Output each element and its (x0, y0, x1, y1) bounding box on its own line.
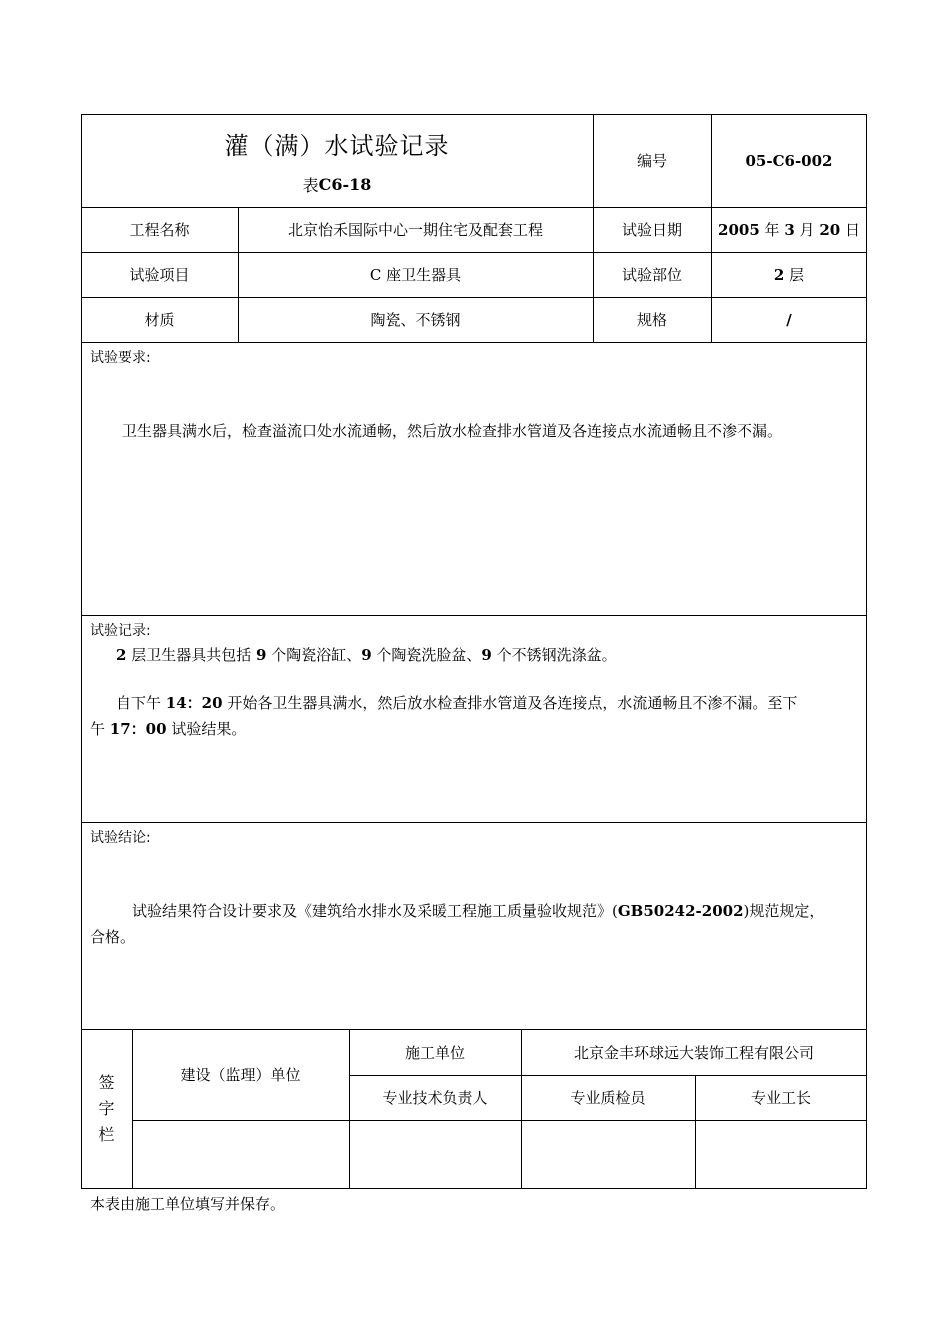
record-time: 20 (201, 694, 223, 712)
project-value: 北京怡禾国际中心一期住宅及配套工程 (287, 221, 543, 239)
location-label: 试验部位 (621, 266, 682, 284)
owner-signature-box[interactable] (132, 1120, 349, 1189)
contractor-value: 北京金丰环球远大装饰工程有限公司 (573, 1043, 814, 1062)
foreman-signature-box[interactable] (695, 1120, 867, 1189)
signature-char: 签 (98, 1073, 115, 1092)
conclusion-line-1 (90, 898, 862, 924)
record-text: 开始各卫生器具满水，然后放水检查排水管道及各连接点，水流通畅且不渗不漏。至下 (222, 694, 798, 712)
form-code (81, 170, 593, 198)
row-divider (81, 615, 867, 616)
record-floor: 2 (116, 646, 127, 664)
record-text: 自下午 (116, 694, 166, 712)
spec-value: / (786, 310, 792, 329)
record-text: 层卫生器具共包括 (126, 646, 256, 664)
item-value: C 座卫生器具 (369, 266, 462, 284)
record-line-1 (90, 690, 862, 716)
record-text: 个陶瓷浴缸、 (266, 646, 362, 664)
material-value: 陶瓷、不锈钢 (370, 311, 461, 329)
project-label: 工程名称 (129, 221, 190, 239)
record-heading: 试验记录: (90, 623, 151, 639)
form-code-value: C6-18 (318, 174, 372, 194)
form-title: 灌（满）水试验记录 (224, 131, 450, 160)
record-text: 个不锈钢洗涤盆。 (491, 646, 617, 664)
date-year: 2005 (718, 220, 760, 239)
date-month-unit: 月 (794, 221, 820, 239)
date-year-unit: 年 (759, 221, 785, 239)
conclusion-line-2: 合格。 (90, 928, 136, 946)
contractor-label: 施工单位 (404, 1043, 465, 1062)
date-day: 20 (819, 220, 841, 239)
date-day-unit: 日 (840, 221, 860, 239)
foreman-label: 专业工长 (750, 1089, 811, 1107)
location-unit: 层 (784, 266, 805, 284)
conclusion-standard-code: GB50242-2002 (617, 902, 744, 920)
spec-label: 规格 (636, 311, 667, 329)
record-paragraph-1 (90, 642, 860, 668)
signature-char: 字 (98, 1099, 115, 1118)
conclusion-heading: 试验结论: (90, 830, 151, 846)
record-paragraph-2 (90, 690, 862, 742)
row-divider (81, 342, 867, 343)
material-label: 材质 (144, 311, 175, 329)
owner-label: 建设（监理）单位 (180, 1066, 301, 1084)
record-time: 00 (145, 720, 167, 738)
record-time: ： (130, 720, 146, 738)
record-time: 14 (165, 694, 187, 712)
location-num: 2 (773, 265, 785, 284)
record-text: 个陶瓷洗脸盆、 (371, 646, 482, 664)
tech-lead-signature-box[interactable] (349, 1120, 521, 1189)
footnote: 本表由施工单位填写并保存。 (90, 1195, 286, 1213)
signature-column-label (81, 1029, 132, 1189)
record-count: 9 (361, 646, 372, 664)
number-label: 编号 (636, 152, 667, 170)
record-text: 试验结果。 (166, 720, 247, 738)
record-text: 午 (90, 720, 110, 738)
record-time: 17 (109, 720, 131, 738)
record-line-2 (90, 716, 862, 742)
record-time: ： (186, 694, 202, 712)
tech-lead-label: 专业技术负责人 (382, 1089, 488, 1107)
date-value (711, 207, 867, 252)
qc-signature-box[interactable] (521, 1120, 695, 1189)
requirements-heading: 试验要求: (90, 350, 151, 366)
qc-label: 专业质检员 (570, 1089, 646, 1107)
conclusion-text-part: 试验结果符合设计要求及《建筑给水排水及采暖工程施工质量验收规范》( (132, 902, 618, 920)
conclusion-text-part: )规范规定， (743, 902, 825, 920)
date-month: 3 (784, 220, 795, 239)
record-count: 9 (481, 646, 492, 664)
location-value (711, 252, 867, 297)
row-divider (81, 822, 867, 823)
date-label: 试验日期 (621, 221, 682, 239)
form-code-prefix: 表 (302, 175, 319, 195)
signature-char: 栏 (98, 1125, 115, 1144)
requirements-text: 卫生器具满水后，检查溢流口处水流通畅，然后放水检查排水管道及各连接点水流通畅且不渗不漏。 (122, 422, 783, 440)
number-value: 05-C6-002 (745, 151, 833, 170)
item-label: 试验项目 (129, 266, 190, 284)
conclusion-text (90, 898, 862, 950)
record-count: 9 (255, 646, 267, 664)
